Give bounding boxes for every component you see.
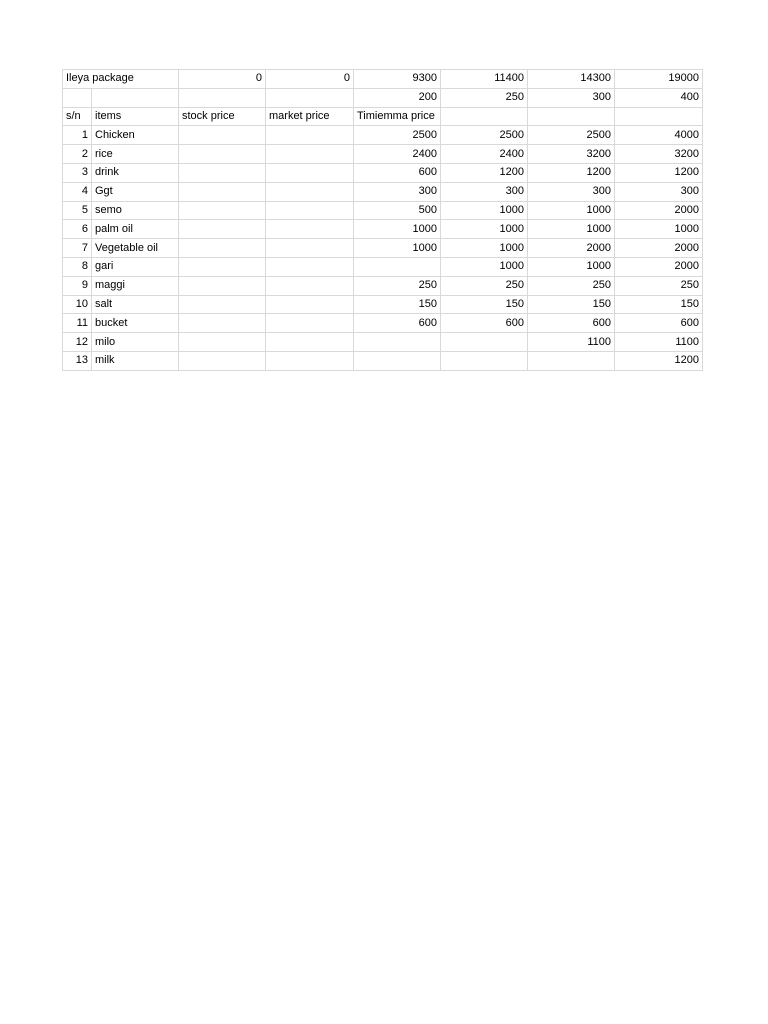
table-header-row xyxy=(63,107,703,126)
table-cell[interactable] xyxy=(179,351,266,370)
table-row xyxy=(63,182,703,201)
table-row xyxy=(63,126,703,145)
table-cell[interactable] xyxy=(354,257,441,276)
table-cell[interactable]: 300 xyxy=(528,182,615,201)
table-cell[interactable] xyxy=(266,182,354,201)
row-number-cell[interactable]: 3 xyxy=(63,163,92,182)
table-row xyxy=(63,257,703,276)
table-cell[interactable]: 14300 xyxy=(528,70,615,89)
row-number-cell[interactable]: 5 xyxy=(63,201,92,220)
table-cell[interactable] xyxy=(354,333,441,352)
table-row xyxy=(63,201,703,220)
column-header-items[interactable]: items xyxy=(92,107,179,126)
table-cell[interactable] xyxy=(266,333,354,352)
table-cell[interactable]: 600 xyxy=(615,314,703,333)
table-cell[interactable] xyxy=(179,314,266,333)
table-cell[interactable]: 19000 xyxy=(615,70,703,89)
table-cell[interactable] xyxy=(179,201,266,220)
table-cell[interactable]: 1000 xyxy=(615,220,703,239)
item-name-cell[interactable]: maggi xyxy=(92,276,179,295)
table-cell[interactable]: 2400 xyxy=(441,145,528,164)
table-row xyxy=(63,88,703,107)
table-cell[interactable]: 2000 xyxy=(615,201,703,220)
table-cell[interactable] xyxy=(528,107,615,126)
row-number-cell[interactable]: 1 xyxy=(63,126,92,145)
table-cell[interactable] xyxy=(63,88,92,107)
table-row xyxy=(63,145,703,164)
table-cell[interactable]: 1000 xyxy=(528,201,615,220)
table-cell[interactable]: 3200 xyxy=(615,145,703,164)
table-cell[interactable]: 150 xyxy=(441,295,528,314)
table-cell[interactable]: 1000 xyxy=(354,220,441,239)
row-number-cell[interactable]: 2 xyxy=(63,145,92,164)
item-name-cell[interactable]: Ggt xyxy=(92,182,179,201)
table-cell[interactable] xyxy=(179,239,266,258)
table-cell[interactable] xyxy=(266,88,354,107)
table-row xyxy=(63,276,703,295)
table-cell[interactable] xyxy=(266,351,354,370)
row-number-cell[interactable]: 10 xyxy=(63,295,92,314)
table-cell[interactable]: 1000 xyxy=(528,257,615,276)
table-cell[interactable] xyxy=(528,351,615,370)
table-cell[interactable] xyxy=(92,88,179,107)
table-cell[interactable] xyxy=(179,182,266,201)
table-cell[interactable]: 3200 xyxy=(528,145,615,164)
table-cell[interactable]: 4000 xyxy=(615,126,703,145)
table-cell[interactable]: 250 xyxy=(441,276,528,295)
row-number-cell[interactable]: 4 xyxy=(63,182,92,201)
table-cell[interactable] xyxy=(179,145,266,164)
table-cell[interactable]: 0 xyxy=(179,70,266,89)
item-name-cell[interactable]: palm oil xyxy=(92,220,179,239)
table-cell[interactable] xyxy=(266,201,354,220)
table-cell[interactable]: 9300 xyxy=(354,70,441,89)
table-cell[interactable]: 0 xyxy=(266,70,354,89)
table-cell[interactable]: 300 xyxy=(441,182,528,201)
spreadsheet-table xyxy=(62,69,703,371)
table-cell[interactable] xyxy=(266,295,354,314)
table-cell[interactable]: 500 xyxy=(354,201,441,220)
item-name-cell[interactable]: Vegetable oil xyxy=(92,239,179,258)
table-cell[interactable]: 1000 xyxy=(354,239,441,258)
table-cell[interactable] xyxy=(266,145,354,164)
table-cell[interactable]: 600 xyxy=(528,314,615,333)
row-number-cell[interactable]: 9 xyxy=(63,276,92,295)
table-cell[interactable] xyxy=(266,163,354,182)
table-cell[interactable]: 150 xyxy=(615,295,703,314)
table-cell[interactable] xyxy=(266,257,354,276)
column-header-stock-price[interactable]: stock price xyxy=(179,107,266,126)
table-cell[interactable]: 600 xyxy=(441,314,528,333)
table-cell[interactable]: 1200 xyxy=(441,163,528,182)
table-cell[interactable]: 2000 xyxy=(528,239,615,258)
item-name-cell[interactable]: rice xyxy=(92,145,179,164)
item-name-cell[interactable]: bucket xyxy=(92,314,179,333)
table-cell[interactable]: 11400 xyxy=(441,70,528,89)
sheet-title-cell[interactable]: Ileya package xyxy=(63,70,179,89)
table-cell[interactable] xyxy=(441,351,528,370)
table-cell[interactable]: 300 xyxy=(528,88,615,107)
table-cell[interactable]: 1000 xyxy=(441,239,528,258)
column-header-timiemma-price[interactable]: Timiemma price xyxy=(354,107,441,126)
item-name-cell[interactable]: semo xyxy=(92,201,179,220)
table-cell[interactable]: 1200 xyxy=(615,163,703,182)
table-cell[interactable] xyxy=(266,126,354,145)
table-cell[interactable]: 2400 xyxy=(354,145,441,164)
table-row xyxy=(63,220,703,239)
table-row xyxy=(63,314,703,333)
table-cell[interactable]: 1200 xyxy=(528,163,615,182)
table-cell[interactable] xyxy=(179,163,266,182)
column-header-market-price[interactable]: market price xyxy=(266,107,354,126)
table-cell[interactable] xyxy=(179,276,266,295)
table-cell[interactable] xyxy=(266,239,354,258)
table-cell[interactable]: 2000 xyxy=(615,239,703,258)
table-cell[interactable]: 1000 xyxy=(441,220,528,239)
item-name-cell[interactable]: Chicken xyxy=(92,126,179,145)
table-cell[interactable]: 150 xyxy=(528,295,615,314)
table-cell[interactable] xyxy=(179,333,266,352)
item-name-cell[interactable]: milk xyxy=(92,351,179,370)
table-row xyxy=(63,163,703,182)
row-number-cell[interactable]: 11 xyxy=(63,314,92,333)
item-name-cell[interactable]: milo xyxy=(92,333,179,352)
table-cell[interactable]: 400 xyxy=(615,88,703,107)
row-number-cell[interactable]: 8 xyxy=(63,257,92,276)
table-cell[interactable] xyxy=(179,126,266,145)
row-number-cell[interactable]: 12 xyxy=(63,333,92,352)
row-number-cell[interactable]: 6 xyxy=(63,220,92,239)
table-cell[interactable]: 2500 xyxy=(528,126,615,145)
table-cell[interactable]: 250 xyxy=(615,276,703,295)
table-cell[interactable] xyxy=(179,88,266,107)
table-cell[interactable] xyxy=(615,107,703,126)
table-row xyxy=(63,333,703,352)
table-cell[interactable]: 600 xyxy=(354,314,441,333)
table-cell[interactable]: 600 xyxy=(354,163,441,182)
table-cell[interactable]: 1000 xyxy=(528,220,615,239)
row-number-cell[interactable]: 7 xyxy=(63,239,92,258)
table-cell[interactable] xyxy=(354,351,441,370)
table-cell[interactable]: 250 xyxy=(354,276,441,295)
table-cell[interactable]: 250 xyxy=(528,276,615,295)
item-name-cell[interactable]: salt xyxy=(92,295,179,314)
table-cell[interactable] xyxy=(441,107,528,126)
table-cell[interactable]: 1100 xyxy=(528,333,615,352)
table-cell[interactable] xyxy=(266,314,354,333)
table-cell[interactable]: 2500 xyxy=(354,126,441,145)
table-cell[interactable]: 1000 xyxy=(441,201,528,220)
column-header-sn[interactable]: s/n xyxy=(63,107,92,126)
table-cell[interactable]: 300 xyxy=(615,182,703,201)
table-cell[interactable]: 200 xyxy=(354,88,441,107)
table-cell[interactable] xyxy=(179,220,266,239)
table-cell[interactable] xyxy=(266,220,354,239)
row-number-cell[interactable]: 13 xyxy=(63,351,92,370)
table-cell[interactable]: 2000 xyxy=(615,257,703,276)
table-row xyxy=(63,351,703,370)
table-cell[interactable] xyxy=(179,257,266,276)
table-row xyxy=(63,70,703,89)
table-cell[interactable]: 150 xyxy=(354,295,441,314)
table-cell[interactable] xyxy=(441,333,528,352)
table-cell[interactable] xyxy=(179,295,266,314)
table-cell[interactable]: 1000 xyxy=(441,257,528,276)
table-row xyxy=(63,295,703,314)
table-cell[interactable]: 300 xyxy=(354,182,441,201)
table-cell[interactable]: 250 xyxy=(441,88,528,107)
table-cell[interactable]: 2500 xyxy=(441,126,528,145)
table-cell[interactable]: 1200 xyxy=(615,351,703,370)
item-name-cell[interactable]: drink xyxy=(92,163,179,182)
table-cell[interactable]: 1100 xyxy=(615,333,703,352)
item-name-cell[interactable]: gari xyxy=(92,257,179,276)
table-row xyxy=(63,239,703,258)
table-cell[interactable] xyxy=(266,276,354,295)
